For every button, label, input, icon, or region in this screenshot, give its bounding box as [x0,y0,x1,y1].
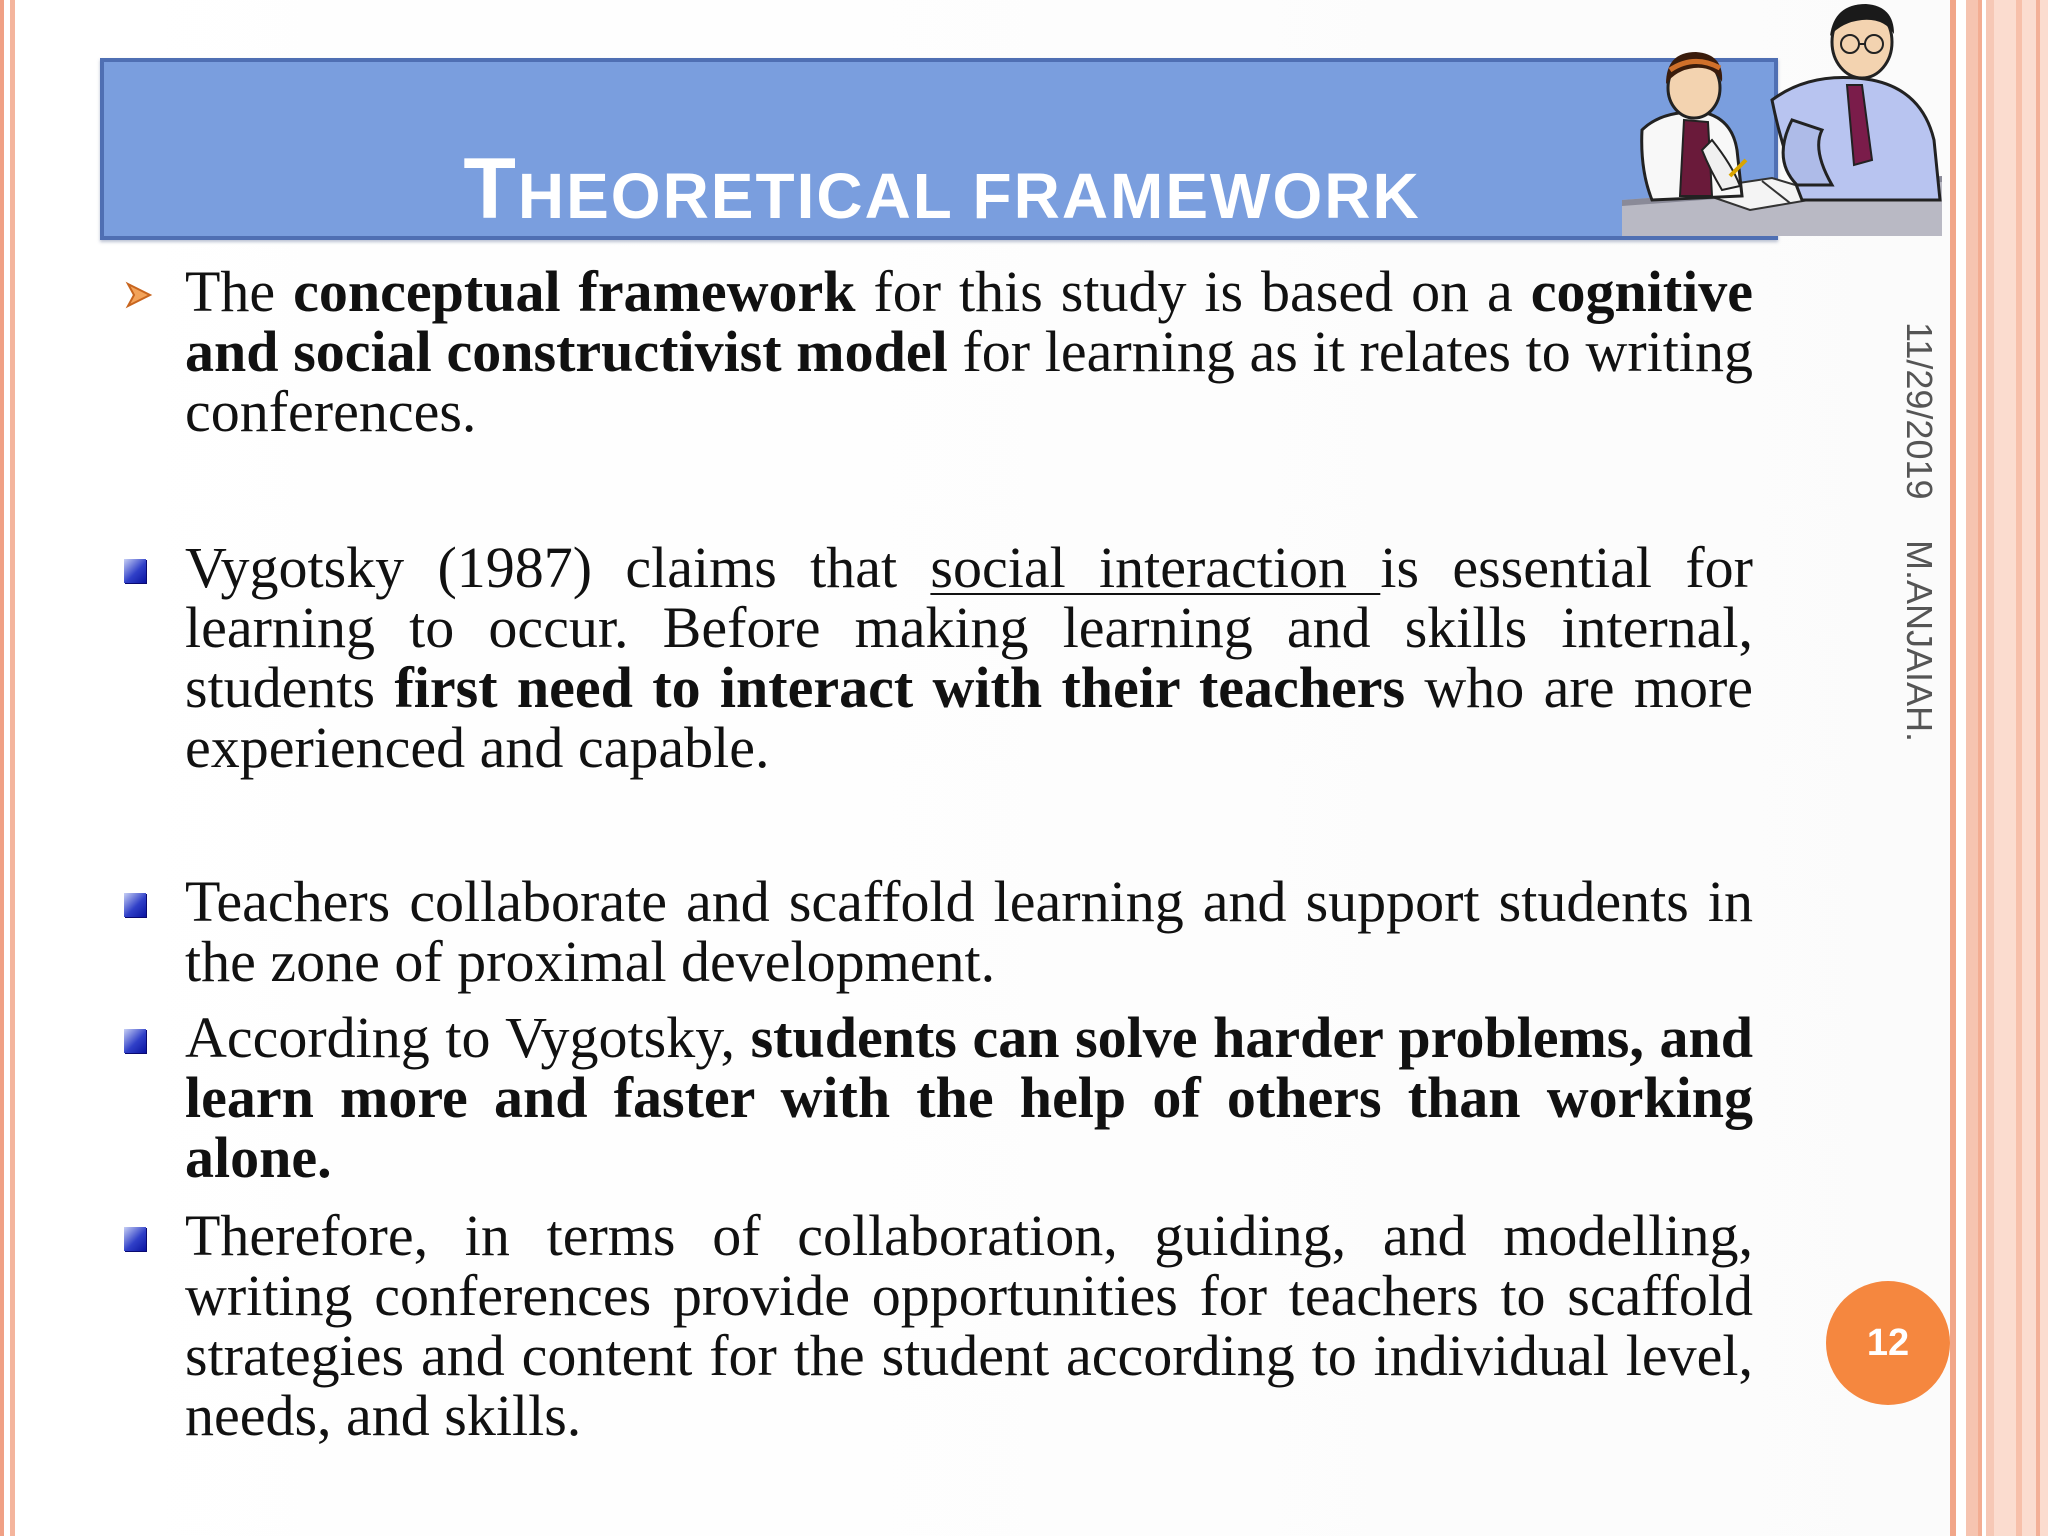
slide-title [104,140,1780,239]
square-bullet-icon [124,893,146,917]
slide-author: M.ANJAIAH. [1899,540,1940,743]
paragraph-teachers-collaborate: Teachers collaborate and scaffold learning and support students in the zone of proximal development. [185,869,1753,994]
title-initial: T [463,141,518,237]
square-bullet-icon [124,1227,146,1251]
paragraph-conceptual-framework: The conceptual framework for this study is based on a cognitive and social constructivist model for learning as it relates to writing conferences. [185,259,1754,444]
page-number-badge: 12 [1826,1281,1950,1405]
right-stripe [2016,0,2022,1536]
paragraph-vygotsky-claims: Vygotsky (1987) claims that social interaction is essential for learning to occur. Before making learning and skills internal, students first need to interact with their teachers who are more experienced and capable. [185,535,1753,780]
paragraph-according-to-vygotsky: According to Vygotsky, students can solve harder problems, and learn more and faster with the help of others than working alone. [185,1005,1753,1190]
teacher-student-clipart [1622,0,1942,240]
slide-date: 11/29/2019 [1899,322,1940,500]
title-bar [100,58,1778,240]
right-stripe [1966,0,1978,1536]
right-stripe [2036,0,2040,1536]
right-stripe [1986,0,1994,1536]
right-stripe [1950,0,1956,1536]
left-stripe [10,0,15,1536]
title-rest: HEORETICAL FRAMEWORK [517,160,1421,232]
right-stripe [1978,0,1982,1536]
arrow-bullet-icon [124,280,154,310]
paragraph-therefore: Therefore, in terms of collaboration, guiding, and modelling, writing conferences provide opportunities for teachers to scaffold strategies and content for the student according to individual level, needs, and skills. [185,1203,1753,1448]
square-bullet-icon [124,1029,146,1053]
square-bullet-icon [124,559,146,583]
left-stripe [0,0,4,1536]
